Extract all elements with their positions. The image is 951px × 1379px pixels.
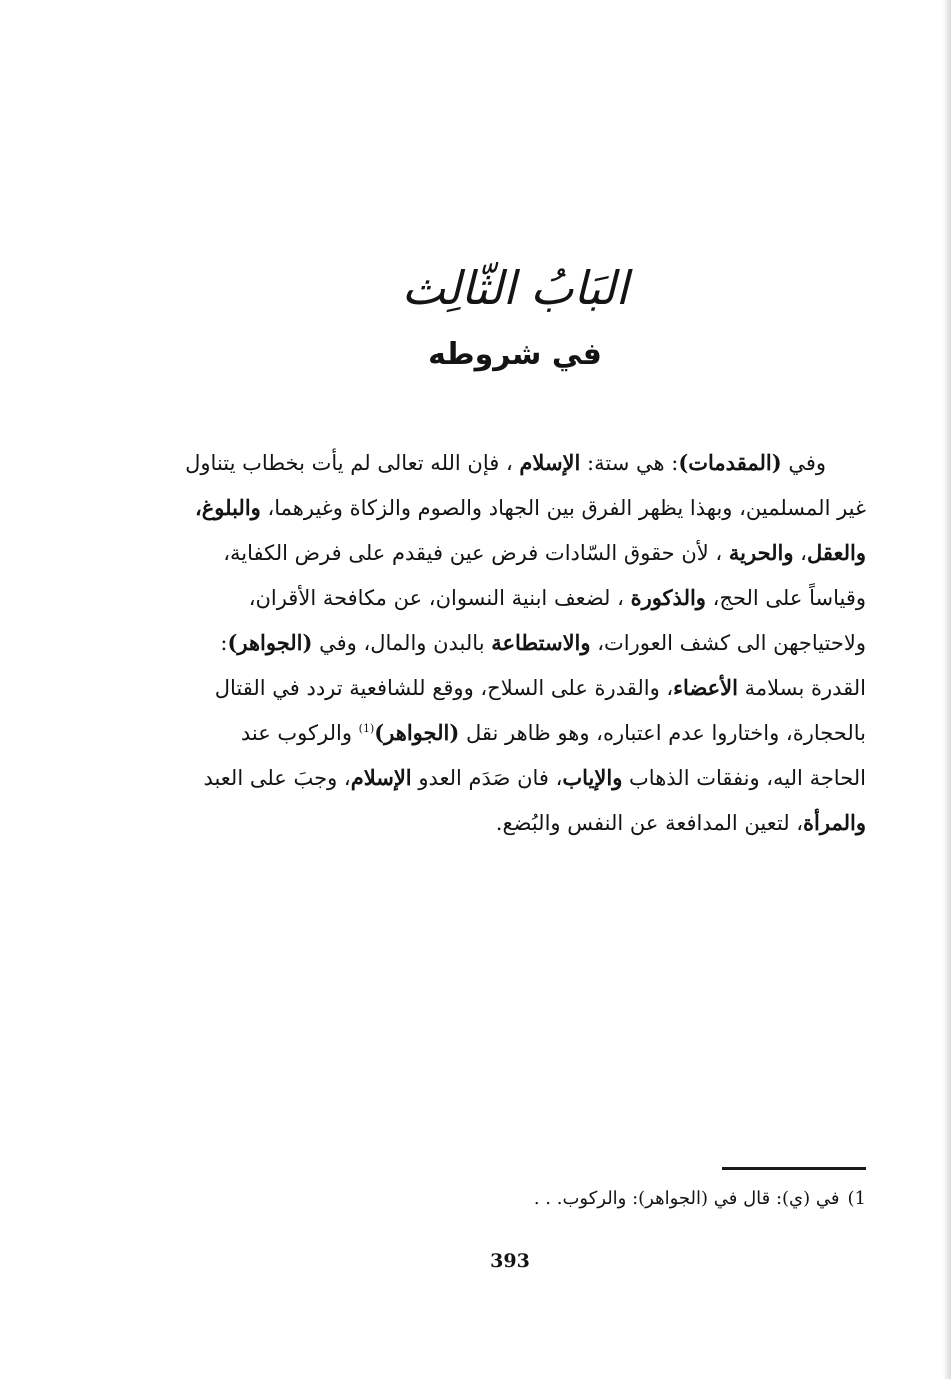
text-run: القدرة بسلامة <box>738 676 866 700</box>
bold-term: (الجواهر) <box>374 720 460 745</box>
footnote-text: في (ي): قال في (الجواهر): والركوب. . . <box>533 1188 840 1209</box>
text-run: والركوب عند <box>240 721 359 745</box>
bold-term: الإسلام <box>519 450 581 475</box>
text-line <box>148 530 866 575</box>
text-run: ولاحتياجهن الى كشف العورات، <box>590 631 866 655</box>
footnote-ref: (1) <box>358 722 375 735</box>
chapter-subtitle: في شروطه <box>428 337 602 372</box>
text-run: ، لأن حقوق السّادات فرض عين فيقدم على فرض الكفاية، <box>223 541 729 565</box>
text-run: ، <box>793 541 807 565</box>
text-run: الحاجة اليه، ونفقات الذهاب <box>622 766 866 790</box>
text-line <box>148 755 866 800</box>
bold-term: والذكورة <box>630 585 706 610</box>
text-run: ، والقدرة على السلاح، ووقع للشافعية تردد في القتال <box>214 676 674 700</box>
chapter-title: البَابُ الثّالِث <box>401 261 629 315</box>
page-number: 393 <box>490 1250 530 1272</box>
text-run: بالحجارة، واختاروا عدم اعتباره، وهو ظاهر نقل <box>459 721 866 745</box>
bold-term: والإياب <box>562 765 623 790</box>
text-run: ، لضعف ابنية النسوان، عن مكافحة الأقران، <box>248 586 631 610</box>
text-run: ، فإن الله تعالى لم يأت بخطاب يتناول <box>185 451 520 475</box>
text-run: وقياساً على الحج، <box>705 586 866 610</box>
bold-term: (الجواهر) <box>227 630 313 655</box>
text-line <box>148 665 866 710</box>
page-edge-shadow <box>943 0 951 1379</box>
text-line <box>148 575 866 620</box>
bold-term: والعقل <box>806 540 866 565</box>
text-line <box>148 800 866 845</box>
text-run: : <box>220 631 228 655</box>
bold-term: والبلوغ، <box>194 495 261 520</box>
text-line <box>148 620 866 665</box>
footnote-divider <box>722 1167 866 1170</box>
bold-term: والمرأة <box>803 810 866 835</box>
footnote-number: 1) <box>847 1188 866 1209</box>
text-run: ، وجبَ على العبد <box>203 766 351 790</box>
text-run: : هي ستة: <box>580 451 679 475</box>
bold-term: والاستطاعة <box>491 630 591 655</box>
bold-term: الأعضاء <box>673 675 738 700</box>
body-paragraph <box>148 440 866 845</box>
text-run: غير المسلمين، وبهذا يظهر الفرق بين الجهاد والصوم والزكاة وغيرهما، <box>260 496 866 520</box>
bold-term: (المقدمات) <box>678 450 782 475</box>
text-run: ، فان صَدَم العدو <box>411 766 563 790</box>
bold-term: الإسلام <box>350 765 412 790</box>
text-line <box>148 710 866 755</box>
text-line <box>148 485 866 530</box>
bold-term: والحرية <box>728 540 794 565</box>
text-line <box>148 440 866 485</box>
footnote <box>480 1182 866 1216</box>
text-run: ، لتعين المدافعة عن النفس والبُضع. <box>495 811 804 835</box>
text-run: وفي <box>781 451 826 475</box>
text-run: بالبدن والمال، وفي <box>312 631 492 655</box>
